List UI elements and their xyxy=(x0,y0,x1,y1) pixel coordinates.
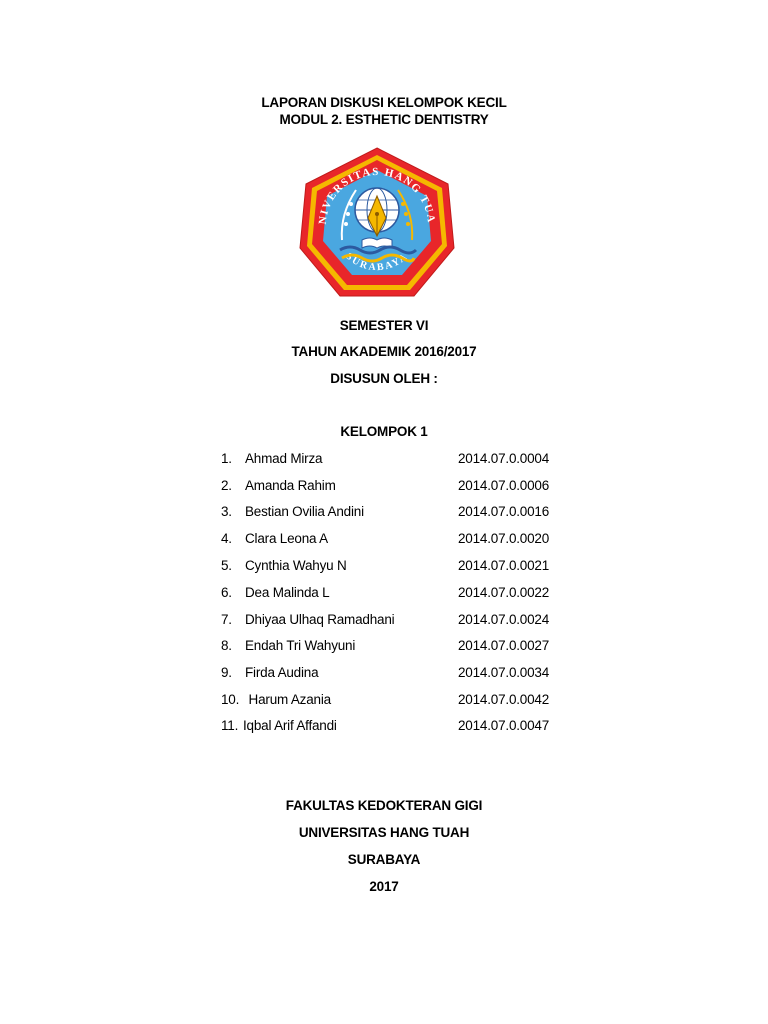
list-item-name: Ahmad Mirza xyxy=(245,451,323,466)
list-item-id: 2014.07.0.0004 xyxy=(458,451,550,466)
list-item xyxy=(0,637,768,655)
year-label: 2017 xyxy=(369,879,399,894)
list-item-name: Amanda Rahim xyxy=(245,478,336,493)
list-item xyxy=(0,557,768,575)
list-item-name: Clara Leona A xyxy=(245,531,328,546)
list-item-id: 2014.07.0.0042 xyxy=(458,692,550,707)
list-item-number: 7. xyxy=(221,612,232,627)
university-label: UNIVERSITAS HANG TUAH xyxy=(298,825,470,840)
list-item-id: 2014.07.0.0047 xyxy=(458,718,550,733)
list-item-number: 1. xyxy=(221,451,232,466)
list-item xyxy=(0,584,768,602)
list-item-name: Firda Audina xyxy=(245,665,319,680)
semester-label: SEMESTER VI xyxy=(339,318,429,333)
list-item-name: Iqbal Arif Affandi xyxy=(243,718,337,733)
list-item-id: 2014.07.0.0034 xyxy=(458,665,550,680)
list-item xyxy=(0,664,768,682)
list-item xyxy=(0,503,768,521)
list-item-number: 9. xyxy=(221,665,232,680)
list-item-number: 8. xyxy=(221,638,232,653)
list-item xyxy=(0,691,768,709)
list-item xyxy=(0,611,768,629)
list-item-number: 4. xyxy=(221,531,232,546)
list-item xyxy=(0,530,768,548)
list-item xyxy=(0,717,768,735)
list-item-id: 2014.07.0.0022 xyxy=(458,585,550,600)
module-title: MODUL 2. ESTHETIC DENTISTRY xyxy=(279,112,489,127)
list-item-name: Dhiyaa Ulhaq Ramadhani xyxy=(245,612,395,627)
list-item-id: 2014.07.0.0016 xyxy=(458,504,550,519)
list-item-name: Harum Azania xyxy=(245,692,331,707)
compiled-by-label: DISUSUN OLEH : xyxy=(330,371,438,386)
list-item-name: Cynthia Wahyu N xyxy=(245,558,347,573)
seal-top-text: NIVERSITAS HANG TUA xyxy=(316,165,438,226)
list-item-name: Bestian Ovilia Andini xyxy=(245,504,364,519)
list-item-id: 2014.07.0.0020 xyxy=(458,531,550,546)
list-item-number: 3. xyxy=(221,504,232,519)
list-item-id: 2014.07.0.0006 xyxy=(458,478,550,493)
seal-bottom-text: SURABAYA xyxy=(343,250,411,274)
list-item-id: 2014.07.0.0021 xyxy=(458,558,550,573)
list-item-number: 11. xyxy=(221,718,239,733)
report-title: LAPORAN DISKUSI KELOMPOK KECIL xyxy=(261,95,507,110)
city-label: SURABAYA xyxy=(347,852,421,867)
list-item-number: 2. xyxy=(221,478,232,493)
list-item-name: Dea Malinda L xyxy=(245,585,330,600)
group-label: KELOMPOK 1 xyxy=(340,424,428,439)
list-item-id: 2014.07.0.0024 xyxy=(458,612,550,627)
list-item-id: 2014.07.0.0027 xyxy=(458,638,550,653)
university-seal-icon xyxy=(296,144,458,300)
list-item-name: Endah Tri Wahyuni xyxy=(245,638,356,653)
list-item xyxy=(0,450,768,468)
academic-year-label: TAHUN AKADEMIK 2016/2017 xyxy=(291,344,477,359)
list-item-number: 6. xyxy=(221,585,232,600)
list-item-number: 5. xyxy=(221,558,232,573)
list-item xyxy=(0,477,768,495)
list-item-number: 10. xyxy=(221,692,240,707)
faculty-label: FAKULTAS KEDOKTERAN GIGI xyxy=(285,798,483,813)
